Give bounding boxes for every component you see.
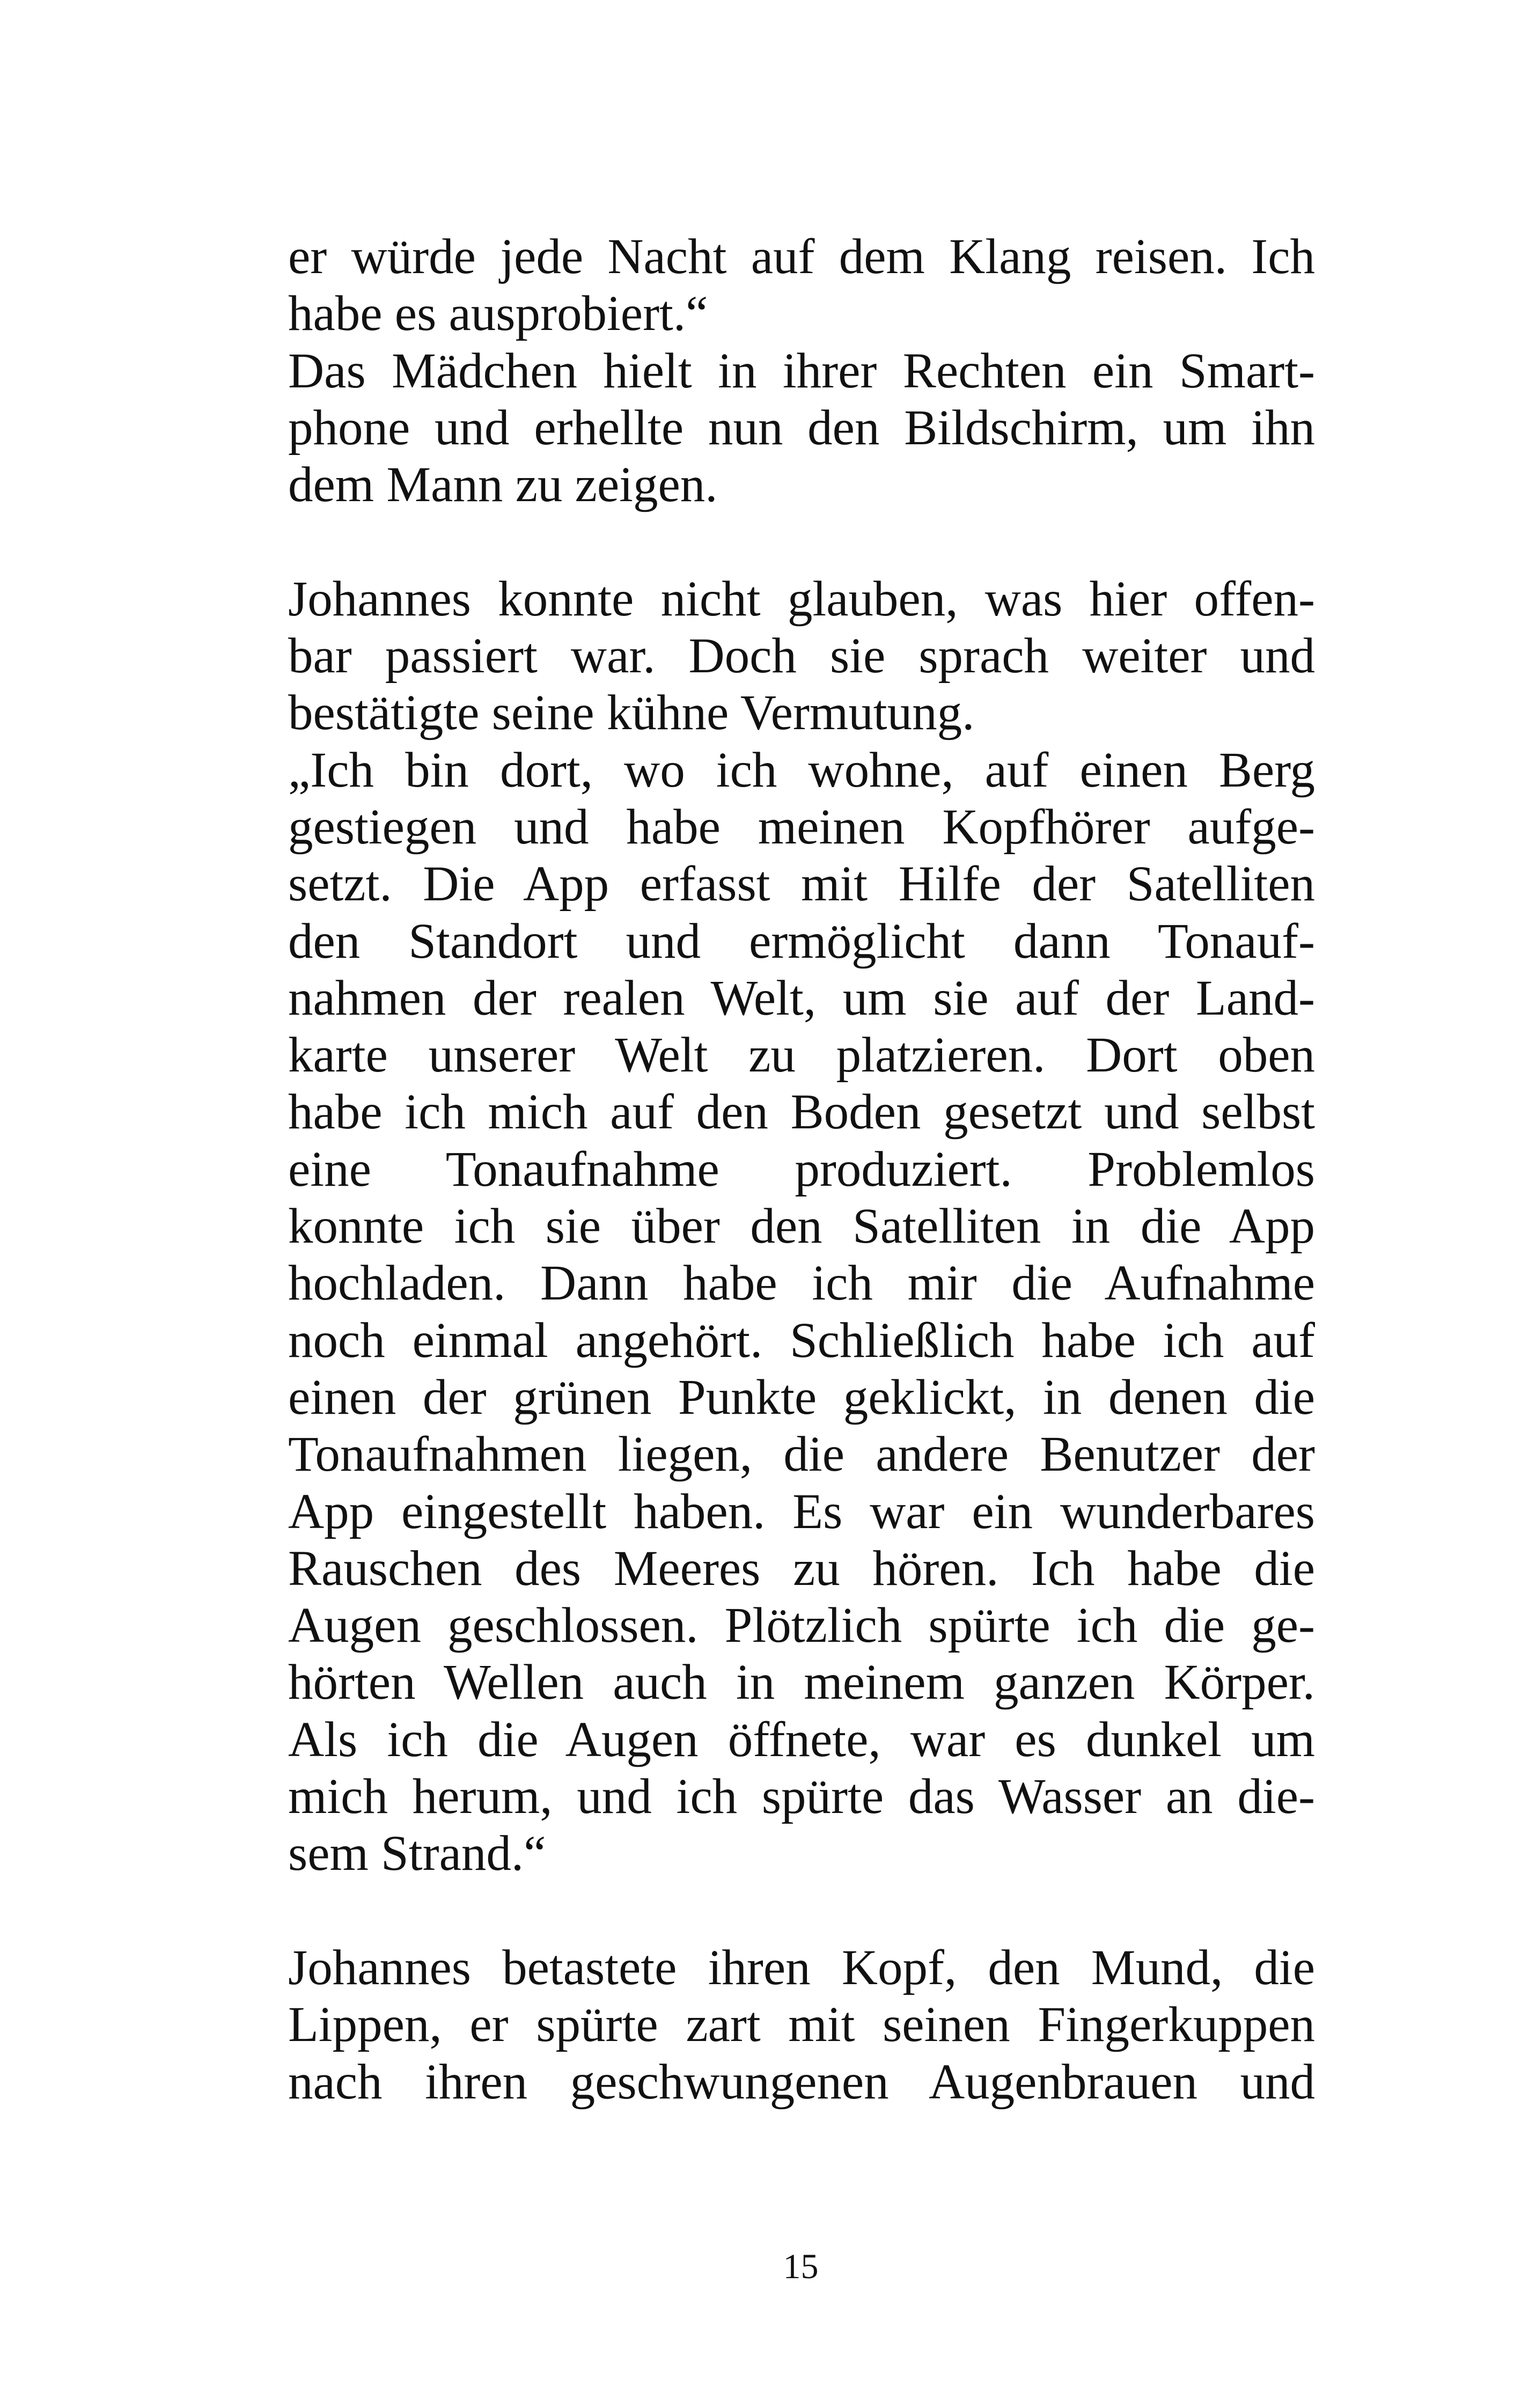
text-line: hörten Wellen auch in meinem ganzen Körper. [288,1655,1315,1710]
text-line: gestiegen und habe meinen Kopfhörer aufge- [288,799,1315,855]
text-line: sem Strand.“ [288,1826,546,1882]
text-line: konnte ich sie über den Satelliten in die App [288,1199,1315,1254]
text-line: Als ich die Augen öffnete, war es dunkel um [288,1712,1315,1767]
text-line: bestätigte seine kühne Vermutung. [288,685,975,741]
body-text [288,229,1315,2111]
text-line: karte unserer Welt zu platzieren. Dort oben [288,1027,1315,1083]
text-line: dem Mann zu zeigen. [288,457,718,513]
text-line: nach ihren geschwungenen Augenbrauen und [288,2054,1315,2110]
text-line: einen der grünen Punkte geklickt, in denen die [288,1369,1315,1425]
paragraph-gap [288,513,1315,570]
text-line: Rauschen des Meeres zu hören. Ich habe die [288,1540,1315,1596]
page-number: 15 [783,2247,819,2286]
text-line: habe es ausprobiert.“ [288,286,708,342]
text-line: noch einmal angehört. Schließlich habe ich auf [288,1312,1315,1368]
paragraph-2 [288,571,1315,1883]
text-line: „Ich bin dort, wo ich wohne, auf einen Berg [288,742,1315,798]
text-line: phone und erhellte nun den Bildschirm, um ihn [288,400,1315,456]
text-line: bar passiert war. Doch sie sprach weiter und [288,628,1315,684]
text-line: App eingestellt haben. Es war ein wunderbares [288,1484,1315,1539]
text-line: Johannes konnte nicht glauben, was hier offen- [288,571,1315,627]
paragraph-1 [288,229,1315,513]
paragraph-gap [288,1883,1315,1940]
text-line: Tonaufnahmen liegen, die andere Benutzer der [288,1427,1315,1482]
paragraph-3 [288,1940,1315,2111]
text-line: Johannes betastete ihren Kopf, den Mund, die [288,1940,1315,1995]
text-line: Lippen, er spürte zart mit seinen Fingerkuppen [288,1997,1315,2053]
text-line: Augen geschlossen. Plötzlich spürte ich die ge- [288,1598,1315,1654]
text-line: Das Mädchen hielt in ihrer Rechten ein Smart- [288,343,1315,399]
text-line: eine Tonaufnahme produziert. Problemlos [288,1141,1315,1197]
text-line: er würde jede Nacht auf dem Klang reisen. Ich [288,229,1315,284]
text-line: setzt. Die App erfasst mit Hilfe der Satelliten [288,856,1315,912]
text-line: hochladen. Dann habe ich mir die Aufnahme [288,1256,1315,1311]
text-line: nahmen der realen Welt, um sie auf der Land- [288,970,1315,1026]
text-line: den Standort und ermöglicht dann Tonauf- [288,913,1315,969]
text-line: mich herum, und ich spürte das Wasser an die- [288,1769,1315,1825]
text-line: habe ich mich auf den Boden gesetzt und selbst [288,1084,1315,1140]
